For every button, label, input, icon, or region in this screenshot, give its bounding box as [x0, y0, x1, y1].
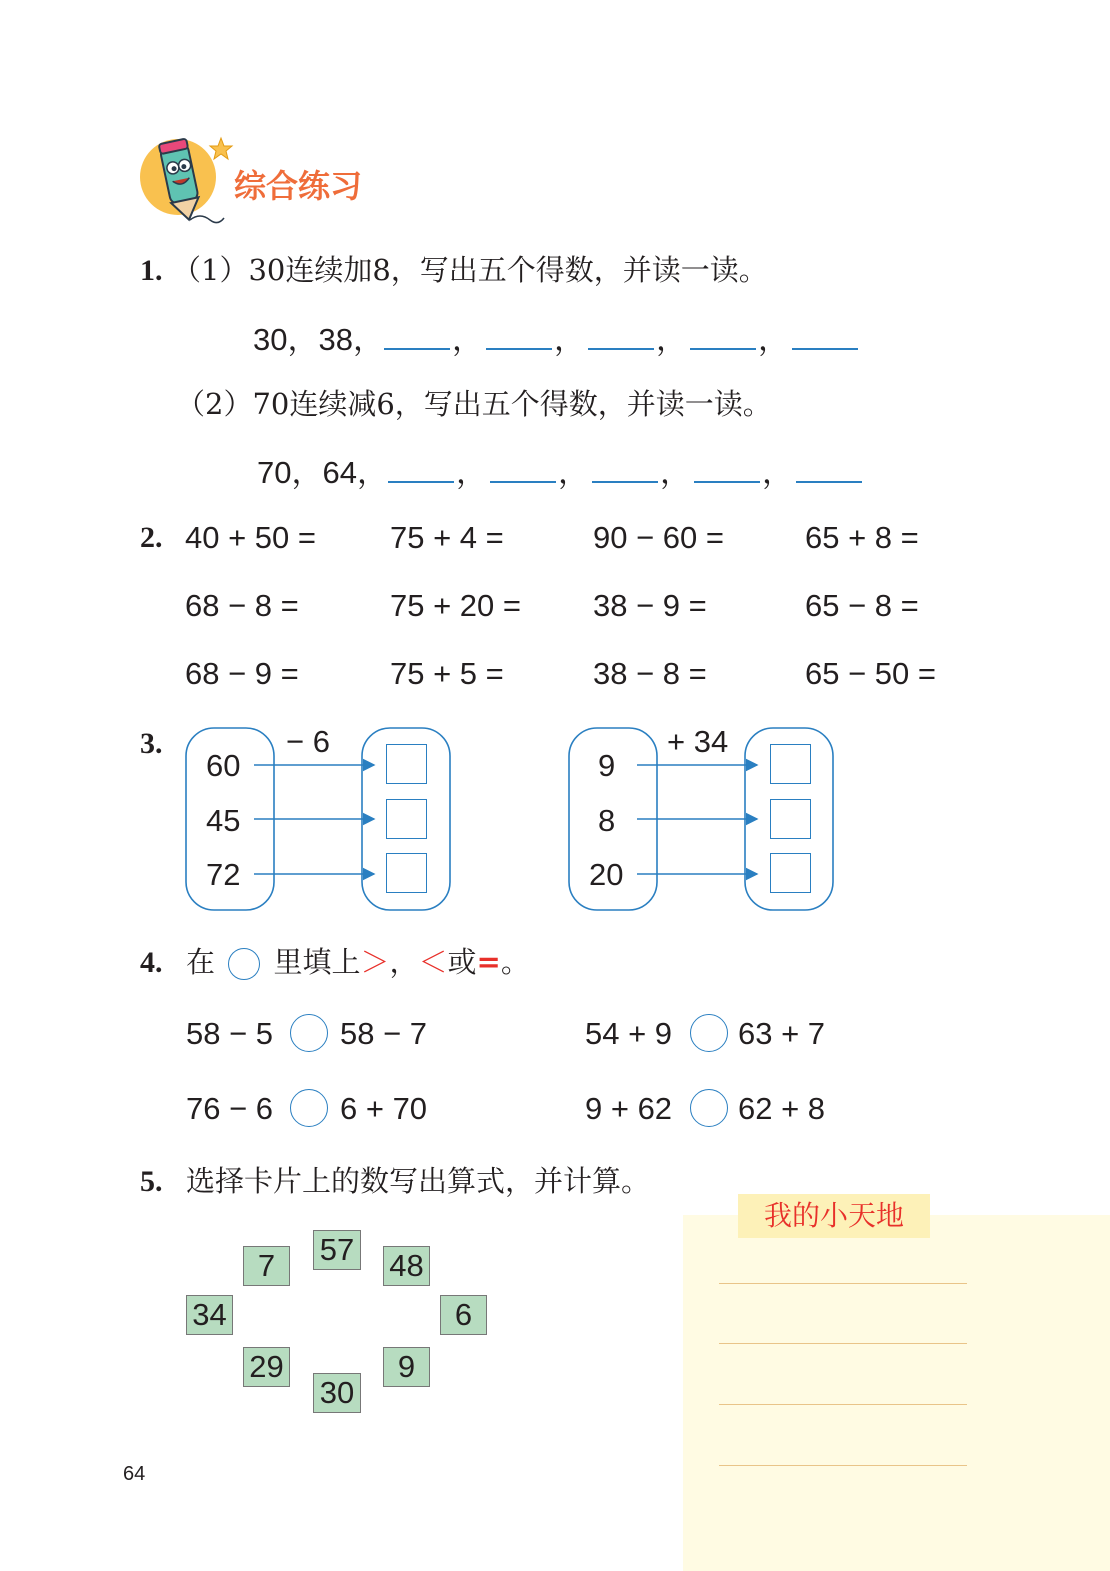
number-card[interactable]: 9	[383, 1347, 430, 1387]
pencil-mascot-icon	[138, 132, 238, 227]
q1-part2-answers: 70，64， ， ， ， ，	[257, 453, 864, 491]
answer-blank[interactable]	[588, 320, 654, 350]
page-title: 综合练习	[234, 167, 363, 205]
q2-expr: 65 − 50 =	[805, 656, 937, 691]
less-than-sign: ＜	[418, 945, 448, 979]
q4-right-expr: 63 + 7	[738, 1016, 826, 1051]
writing-line[interactable]	[719, 1404, 967, 1405]
q4-left-expr: 76 − 6	[186, 1091, 274, 1126]
q4-left-expr: 9 + 62	[585, 1091, 673, 1126]
number-card[interactable]: 29	[243, 1347, 290, 1387]
number-card[interactable]: 57	[313, 1230, 361, 1270]
q2-expr: 65 + 8 =	[805, 520, 919, 555]
page-number: 64	[123, 1463, 146, 1485]
answer-box[interactable]	[770, 744, 811, 784]
answer-blank[interactable]	[388, 453, 454, 483]
compare-circle[interactable]	[290, 1089, 328, 1127]
q3-number: 3.	[140, 727, 163, 760]
q1-part1-given: 30，38，	[253, 322, 384, 357]
q4-right-expr: 6 + 70	[340, 1091, 428, 1126]
q2-expr: 68 − 8 =	[185, 588, 299, 623]
q4-left-expr: 58 − 5	[186, 1016, 274, 1051]
q2-expr: 38 − 9 =	[593, 588, 707, 623]
q4-left-expr: 54 + 9	[585, 1016, 673, 1051]
q2-expr: 38 − 8 =	[593, 656, 707, 691]
greater-than-sign: ＞	[360, 945, 390, 979]
q5-number: 5.	[140, 1165, 163, 1198]
q2-expr: 40 + 50 =	[185, 520, 317, 555]
q2-number: 2.	[140, 521, 163, 554]
q4-number: 4.	[140, 946, 163, 979]
compare-circle[interactable]	[290, 1014, 328, 1052]
q3-left-input: 72	[206, 857, 241, 892]
q3-right-op: + 34	[667, 724, 729, 759]
q3-mapping-diagram	[180, 722, 850, 917]
answer-blank[interactable]	[486, 320, 552, 350]
q1-part1-prompt: （1）30连续加8，写出五个得数，并读一读。	[172, 253, 768, 287]
answer-box[interactable]	[386, 744, 427, 784]
writing-line[interactable]	[719, 1343, 967, 1344]
q3-left-input: 60	[206, 748, 241, 783]
q3-left-op: − 6	[286, 724, 330, 759]
answer-blank[interactable]	[694, 453, 760, 483]
number-card[interactable]: 34	[186, 1295, 233, 1335]
q3-left-input: 45	[206, 803, 241, 838]
q5-prompt: 选择卡片上的数写出算式，并计算。	[186, 1164, 651, 1198]
q2-expr: 65 − 8 =	[805, 588, 919, 623]
q2-expr: 75 + 20 =	[390, 588, 522, 623]
q3-right-input: 9	[598, 748, 616, 783]
compare-circle[interactable]	[690, 1014, 728, 1052]
number-card[interactable]: 48	[383, 1246, 430, 1286]
q2-expr: 90 − 60 =	[593, 520, 725, 555]
q4-right-expr: 62 + 8	[738, 1091, 826, 1126]
q3-right-input: 20	[589, 857, 624, 892]
answer-box[interactable]	[770, 799, 811, 839]
answer-blank[interactable]	[792, 320, 858, 350]
header	[138, 132, 398, 227]
q4-right-expr: 58 − 7	[340, 1016, 428, 1051]
q4-prompt: 在 里填上＞，＜或=。	[186, 945, 530, 979]
answer-blank[interactable]	[592, 453, 658, 483]
number-card[interactable]: 30	[313, 1373, 361, 1413]
answer-blank[interactable]	[384, 320, 450, 350]
number-card[interactable]: 6	[440, 1295, 487, 1335]
compare-circle[interactable]	[690, 1089, 728, 1127]
answer-blank[interactable]	[796, 453, 862, 483]
q1-number: 1.	[140, 254, 163, 287]
q3-right-input: 8	[598, 803, 616, 838]
answer-blank[interactable]	[490, 453, 556, 483]
notes-panel	[683, 1215, 1110, 1571]
q2-expr: 75 + 5 =	[390, 656, 504, 691]
number-card[interactable]: 7	[243, 1246, 290, 1286]
answer-box[interactable]	[386, 853, 427, 893]
q1-part2-given: 70，64，	[257, 455, 388, 490]
q1-part2-prompt: （2）70连续减6，写出五个得数，并读一读。	[176, 387, 772, 421]
circle-icon	[228, 948, 260, 980]
equals-sign: =	[476, 945, 501, 979]
q2-expr: 75 + 4 =	[390, 520, 504, 555]
notes-panel-title: 我的小天地	[738, 1194, 930, 1238]
writing-line[interactable]	[719, 1283, 967, 1284]
answer-box[interactable]	[770, 853, 811, 893]
answer-blank[interactable]	[690, 320, 756, 350]
q2-expr: 68 − 9 =	[185, 656, 299, 691]
writing-line[interactable]	[719, 1465, 967, 1466]
answer-box[interactable]	[386, 799, 427, 839]
q1-part1-answers: 30，38， ， ， ， ，	[253, 320, 860, 358]
